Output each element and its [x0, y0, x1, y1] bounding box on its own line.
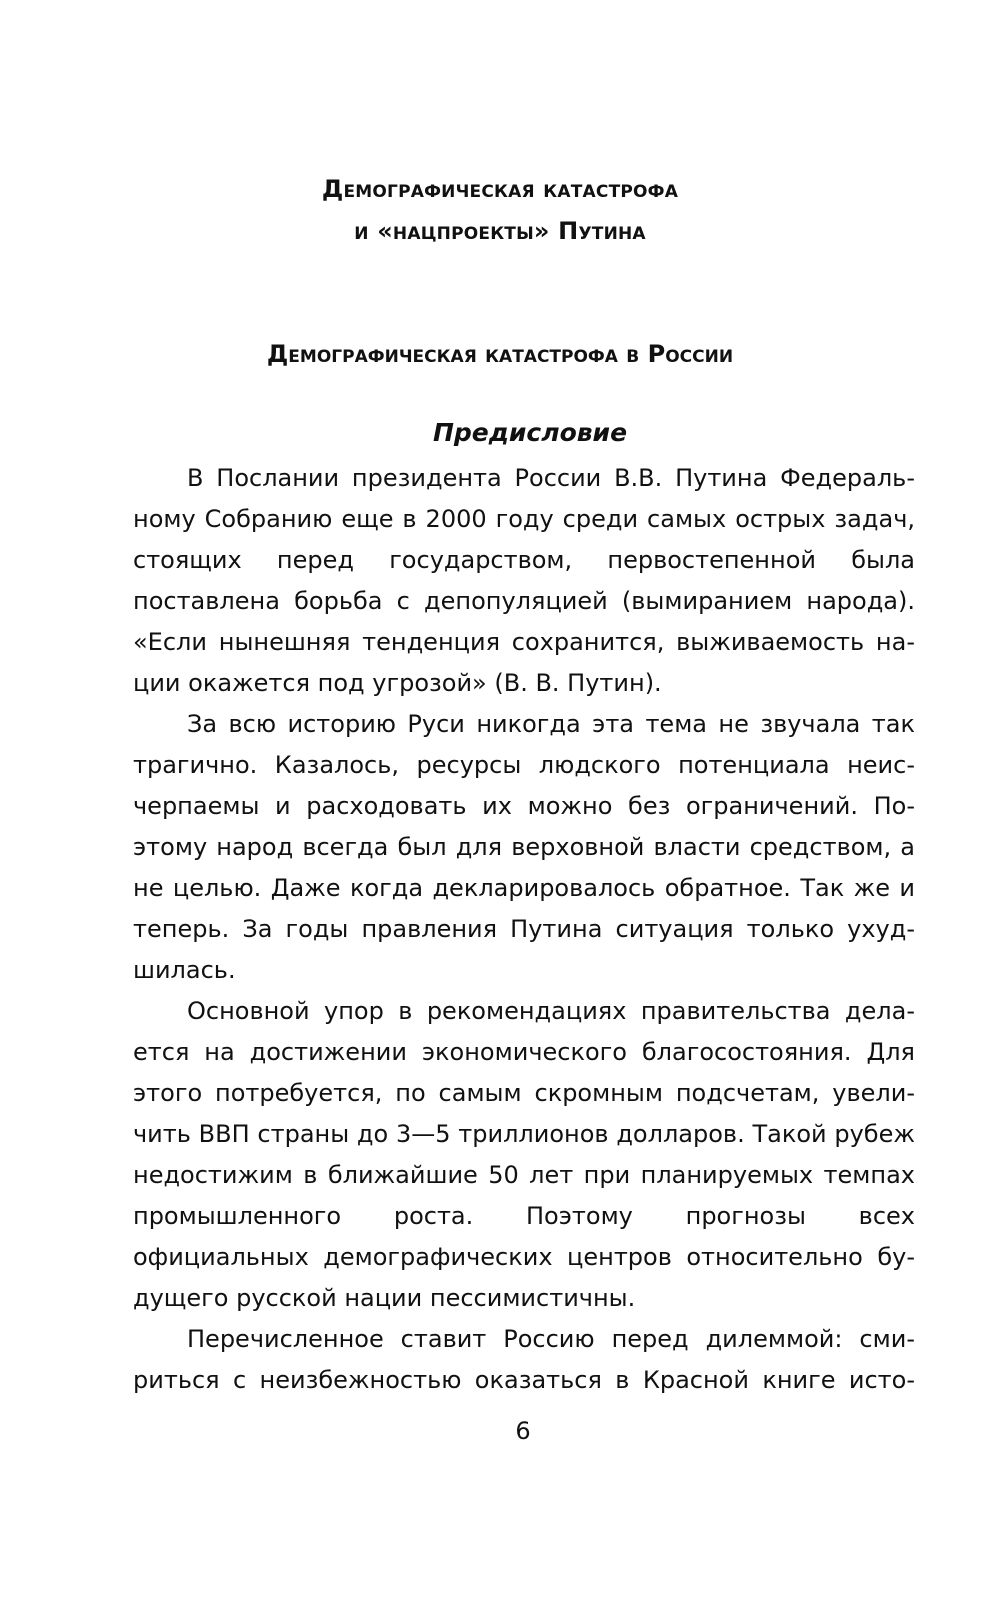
paragraph: В Послании президента России В.В. Путина Федеральному Собранию еще в 2000 году среди самых острых задач, стоящих перед государством, первостепенной была поставлена борьба с депопуляцией (вымиранием народа). «Если нынешняя тенденция сохранится, выживаемость нации окажется под угрозой» (В. В. Путин).	[133, 464, 915, 697]
page-number: 6	[515, 1417, 531, 1445]
paragraph: Перечисленное ставит Россию перед дилеммой: смириться с неизбежностью оказаться в Красной книге исто-	[133, 1325, 915, 1394]
chapter-title-line-2: и «нацпроекты» Путина	[354, 217, 646, 245]
chapter-title	[0, 168, 1000, 252]
body-text	[133, 458, 915, 1401]
section-title: Демографическая катастрофа в России	[266, 340, 734, 368]
preface-heading: Предисловие	[432, 418, 628, 447]
paragraph: За всю историю Руси никогда эта тема не звучала так трагично. Казалось, ресурсы людского потенциала неисчерпаемы и расходовать их можно без ограничений. Поэтому народ всегда был для верховной власти средством, а не целью. Даже когда декларировалось обратное. Так же и теперь. За годы правления Путина ситуация только ухудшилась.	[133, 710, 915, 984]
chapter-title-line-1: Демографическая катастрофа	[321, 175, 679, 203]
paragraph: Основной упор в рекомендациях правительства делается на достижении экономического благосостояния. Для этого потребуется, по самым скромным подсчетам, увеличить ВВП страны до 3—5 триллионов долларов. Такой рубеж недостижим в ближайшие 50 лет при планируемых темпах промышленного роста. Поэтому прогнозы всех официальных демографических центров относительно будущего русской нации пессимистичны.	[133, 997, 915, 1312]
